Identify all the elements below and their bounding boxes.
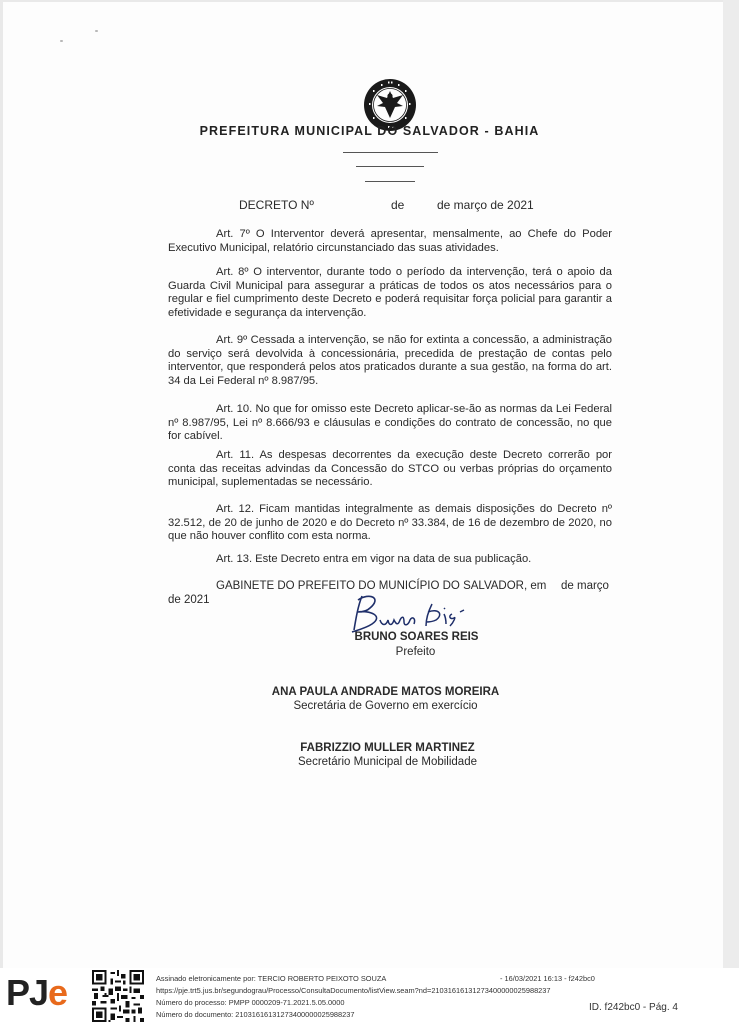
page-edge <box>723 0 739 1024</box>
pje-logo: PJe <box>6 972 68 1013</box>
article-7: Art. 7º O Interventor deverá apresentar, mensalmente, ao Chefe do Poder Executivo Municipal, relatório circunstanciado das suas atividades. <box>168 228 612 254</box>
article-10: Art. 10. No que for omisso este Decreto aplicar-se-ão as normas da Lei Federal nº 8.987/95, Lei nº 8.666/93 e cláusulas e condições do contrato de concessão, no que for cabível. <box>168 403 612 442</box>
municipality-title: PREFEITURA MUNICIPAL DO SALVADOR - BAHIA <box>199 124 540 138</box>
article-12: Art. 12. Ficam mantidas integralmente as demais disposições do Decreto nº 32.512, de 20 de junho de 2020 e do Decreto nº 33.384, de 16 de dezembro de 2020, no que não houver conflito com esta norma. <box>168 503 612 542</box>
divider-line <box>365 181 415 182</box>
scan-speck <box>60 40 63 42</box>
page-id: ID. f242bc0 - Pág. 4 <box>589 1002 678 1013</box>
article-8: Art. 8º O interventor, durante todo o período da intervenção, terá o apoio da Guarda Civil Municipal para assegurar a práticas de todos os atos necessários para o regular e fiel cumprimento deste Decreto e poderá requisitar força policial para garantir a efetividade e segurança da intervenção. <box>168 266 612 319</box>
signatory-1-role: Prefeito <box>395 646 436 658</box>
signatory-3-name: FABRIZZIO MULLER MARTINEZ <box>300 742 475 754</box>
article-13: Art. 13. Este Decreto entra em vigor na data de sua publicação. <box>216 553 532 565</box>
decree-date: de março de 2021 <box>437 198 534 212</box>
gabinete-month: de março <box>561 580 609 592</box>
gabinete-text: GABINETE DO PREFEITO DO MUNICÍPIO DO SALVADOR, em <box>216 580 547 592</box>
decree-de: de <box>391 198 405 212</box>
divider-line <box>343 152 438 153</box>
article-11: Art. 11. As despesas decorrentes da execução deste Decreto correrão por conta das receitas advindas da Concessão do STCO ou verbas próprias do orçamento municipal, suplementadas se necessário. <box>168 449 612 488</box>
signatory-2-name: ANA PAULA ANDRADE MATOS MOREIRA <box>271 686 500 698</box>
divider-line <box>356 166 424 167</box>
signatory-2-role: Secretária de Governo em exercício <box>293 700 478 712</box>
footer-document-number: Número do documento: 21031616131273400000025988237 <box>156 1010 355 1019</box>
gabinete-year: de 2021 <box>168 594 210 606</box>
decree-label: DECRETO Nº <box>239 198 314 212</box>
footer-process-number: Número do processo: PMPP 0000209-71.2021.5.05.0000 <box>156 998 345 1007</box>
footer-signed-by: Assinado eletronicamente por: TERCIO ROBERTO PEIXOTO SOUZA <box>156 974 387 983</box>
scan-speck <box>95 30 98 32</box>
article-9: Art. 9º Cessada a intervenção, se não for extinta a concessão, a administração do serviço será devolvida à concessionária, precedida de prestação de contas pelo interventor, que responderá pelos atos praticados durante a sua gestão, na forma do art. 34 da Lei Federal nº 8.987/95. <box>168 334 612 387</box>
signatory-3-role: Secretário Municipal de Mobilidade <box>298 756 477 768</box>
footer-url[interactable]: https://pje.trt5.jus.br/segundograu/Processo/ConsultaDocumento/listView.seam?nd=21031616131273400000025988237 <box>156 986 551 995</box>
qr-code-icon <box>92 970 144 1022</box>
footer-signed-date: - 16/03/2021 16:13 - f242bc0 <box>500 974 595 983</box>
signatory-1-name: BRUNO SOARES REIS <box>354 631 479 643</box>
